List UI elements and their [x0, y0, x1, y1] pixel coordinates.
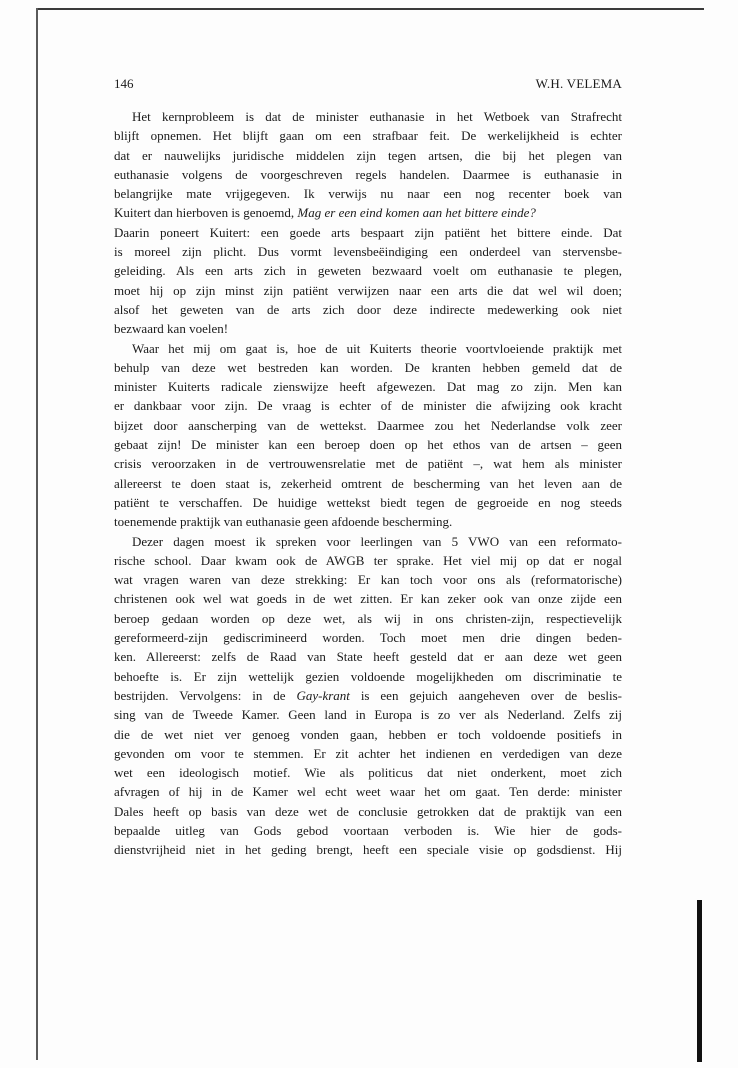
text-line: belangrijke mate vrijgegeven. Ik verwijs nu naar een nog recenter boek van [114, 186, 622, 202]
text-line: Dezer dagen moest ik spreken voor leerlingen van 5 VWO van een reformato- [132, 533, 622, 549]
text-line: wet een ideologisch motief. Wie als politicus dat niet onderkent, moet zich [114, 765, 622, 781]
running-head: W.H. VELEMA [535, 76, 622, 91]
text-line: afvragen of hij in de Kamer wel echt weet waar het om gaat. Ten derde: minister [114, 784, 622, 800]
text-line: moet hij op zijn minst zijn patiënt verwijzen naar een arts die dat wel wil doen; [114, 282, 622, 298]
scan-border-top [36, 8, 704, 10]
text-line: bepaalde uitleg van Gods gebod voortaan verboden is. Wie hier de gods- [114, 822, 622, 838]
text-segment: Kuitert dan hierboven is genoemd, [114, 205, 298, 221]
body-text [114, 107, 622, 860]
page-number: 146 [114, 76, 134, 91]
text-line: allereerst te doen staat is, zekerheid omtrent de bescherming van het leven aan de [114, 475, 622, 491]
text-line: alsof het geweten van de arts zich door deze indirecte medewerking ook niet [114, 301, 622, 317]
text-line: sing van de Tweede Kamer. Geen land in Europa is zo ver als Nederland. Zelfs zij [114, 707, 622, 723]
scan-border-right [697, 900, 702, 1062]
text-line: Waar het mij om gaat is, hoe de uit Kuiterts theorie voortvloeiende praktijk met [132, 340, 622, 356]
text-line: gebaat zijn! De minister kan een beroep doen op het ethos van de artsen – geen [114, 437, 622, 453]
text-line: geleiding. Als een arts zich in geweten bezwaard voelt om euthanasie te plegen, [114, 263, 622, 279]
paragraph [114, 107, 622, 339]
text-line [114, 203, 622, 222]
text-line: christenen ook wel wat goeds in de wet zitten. Er kan zeker ook van onze zijde een [114, 591, 622, 607]
text-line: euthanasie volgens de voorgeschreven regels handelen. Daarmee is euthanasie in [114, 166, 622, 182]
text-line: Dales heeft op basis van deze wet de conclusie getrokken dat de praktijk van een [114, 803, 622, 819]
text-line: Het kernprobleem is dat de minister euthanasie in het Wetboek van Strafrecht [132, 109, 622, 124]
text-line: patiënt te verschaffen. De huidige wettekst biedt tegen de gegroeide en nog steeds [114, 494, 622, 510]
text-line: crisis veroorzaken in de vertrouwensrelatie met de patiënt –, wat hem als minister [114, 456, 622, 472]
text-line: ken. Allereerst: zelfs de Raad van State heeft gesteld dat er aan deze wet geen [114, 649, 622, 665]
text-line: gevonden om voor te stemmen. Er zit achter het indienen en verdedigen van deze [114, 745, 622, 761]
paragraph [114, 532, 622, 860]
scan-border-left [36, 8, 38, 1060]
text-line [114, 686, 622, 705]
italic-title: Mag er een eind komen aan het bittere einde? [297, 205, 536, 221]
paragraph [114, 339, 622, 532]
text-line: Daarin poneert Kuitert: een goede arts bespaart zijn patiënt het bittere einde. Dat [114, 224, 622, 240]
text-line: minister Kuiterts radicale zienswijze heeft afgewezen. Dat mag zo zijn. Men kan [114, 379, 622, 395]
text-line: bezwaard kan voelen! [114, 321, 229, 337]
text-line: bijzet door aanscherping van de wettekst. Daarmee zou het Nederlandse volk zeer [114, 417, 622, 433]
text-line: rische school. Daar kwam ook de AWGB ter sprake. Het viel mij op dat er nogal [114, 552, 622, 568]
page-header [114, 76, 622, 94]
text-line: behulp van deze wet bestreden kan worden. De kranten hebben gemeld dat de [114, 359, 622, 375]
text-line: gereformeerd-zijn gediscrimineerd worden. Toch moet men drie dingen beden- [114, 630, 622, 646]
text-line: toenemende praktijk van euthanasie geen afdoende bescherming. [114, 514, 453, 530]
text-line: dienstvrijheid niet in het geding brengt, heeft een speciale visie op godsdienst. Hij [114, 842, 622, 858]
text-line: er dankbaar voor zijn. De vraag is echter of de minister die afwijzing ook kracht [114, 398, 622, 414]
text-segment: bestrijden. Vervolgens: in de [114, 687, 297, 703]
text-segment: is een gejuich aangeheven over de beslis- [349, 687, 622, 703]
text-line: wat vragen waren van deze strekking: Er kan toch voor ons als (reformatorische) [114, 572, 622, 588]
text-line: die de wet niet ver genoeg vonden gaan, hebben er toch voldoende positiefs in [114, 726, 622, 742]
italic-title: Gay-krant [296, 687, 350, 703]
text-line: dat er nauwelijks juridische middelen zijn tegen artsen, die bij het plegen van [114, 147, 622, 163]
text-line: beroep gedaan worden op deze wet, als wij in ons christen-zijn, respectievelijk [114, 610, 622, 626]
text-line: behoefte is. Er zijn wettelijk gezien voldoende mogelijkheden om discriminatie te [114, 668, 622, 684]
text-line: blijft opnemen. Het blijft gaan om een strafbaar feit. De werkelijkheid is echter [114, 128, 622, 144]
text-line: is moreel zijn plicht. Dus vormt levensbeëindiging een onderdeel van stervensbe- [114, 244, 622, 260]
